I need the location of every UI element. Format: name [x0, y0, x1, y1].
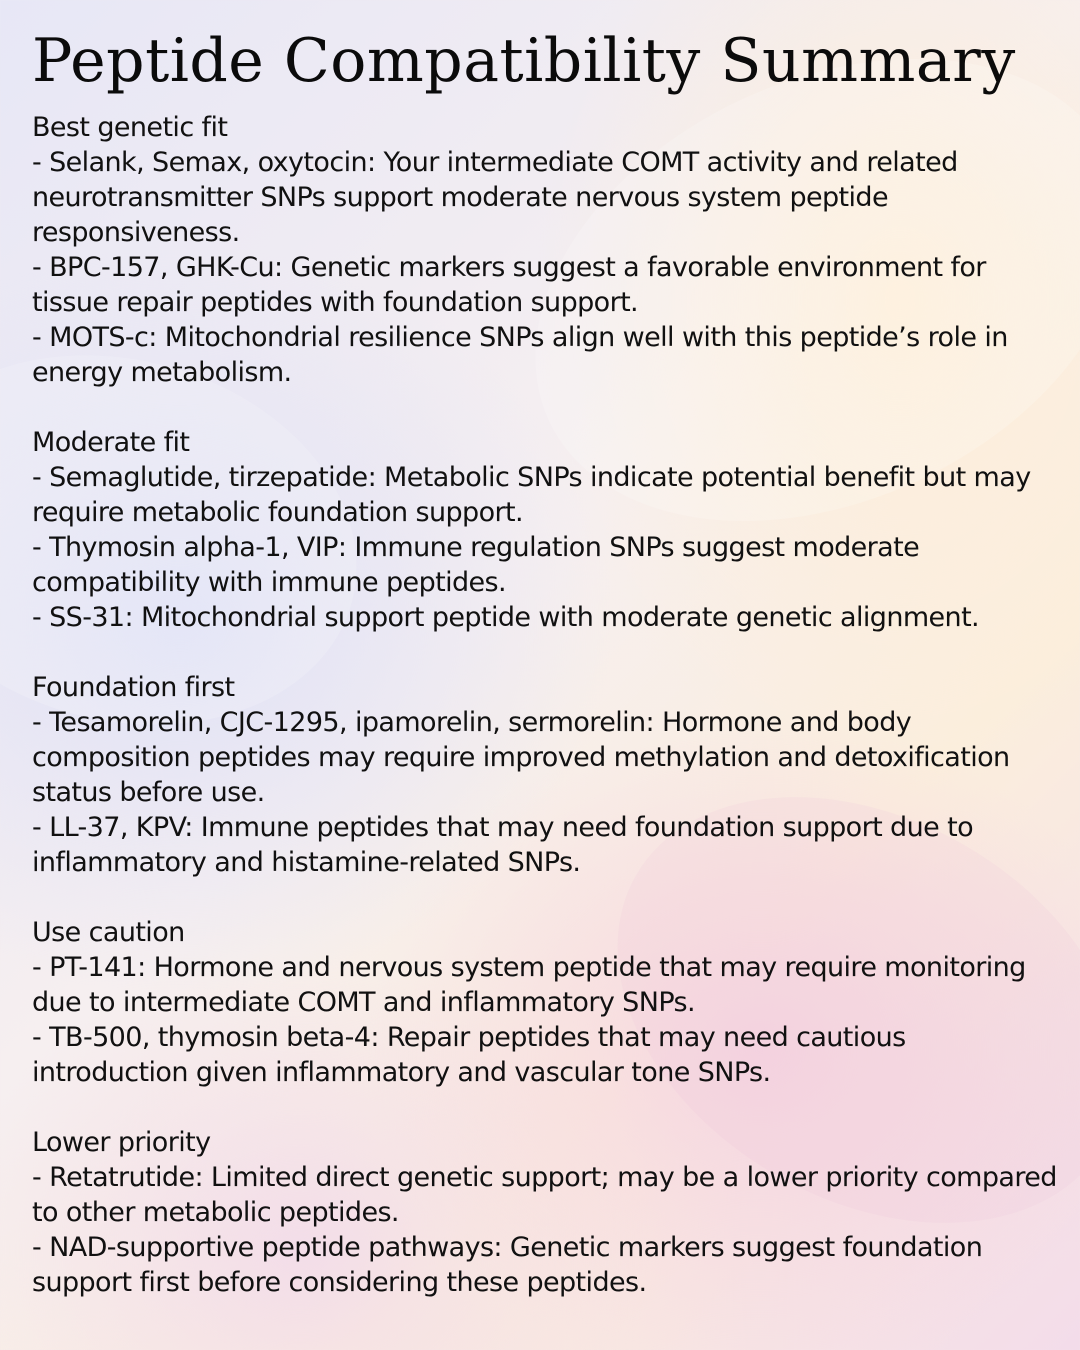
list-item: - MOTS-c: Mitochondrial resilience SNPs align well with this peptide’s role in energy metabolism.	[32, 322, 1008, 388]
section-moderate-fit	[32, 425, 1062, 635]
list-item: - Retatrutide: Limited direct genetic support; may be a lower priority compared to other metabolic peptides.	[32, 1162, 1057, 1228]
list-item: - Selank, Semax, oxytocin: Your intermediate COMT activity and related neurotransmitter SNPs support moderate nervous system peptide responsiveness.	[32, 147, 958, 248]
list-item: - Semaglutide, tirzepatide: Metabolic SNPs indicate potential benefit but may require metabolic foundation support.	[32, 462, 1031, 528]
list-item: - NAD-supportive peptide pathways: Genetic markers suggest foundation support first before considering these peptides.	[32, 1232, 983, 1298]
section-heading: Use caution	[32, 917, 185, 948]
section-use-caution	[32, 915, 1062, 1090]
section-lower-priority	[32, 1125, 1062, 1300]
section-heading: Best genetic fit	[32, 112, 228, 143]
section-heading: Lower priority	[32, 1127, 211, 1158]
list-item: - BPC-157, GHK-Cu: Genetic markers suggest a favorable environment for tissue repair peptides with foundation support.	[32, 252, 986, 318]
list-item: - SS-31: Mitochondrial support peptide with moderate genetic alignment.	[32, 602, 980, 633]
section-foundation-first	[32, 670, 1062, 880]
list-item: - LL-37, KPV: Immune peptides that may need foundation support due to inflammatory and histamine-related SNPs.	[32, 812, 974, 878]
section-heading: Moderate fit	[32, 427, 190, 458]
list-item: - TB-500, thymosin beta-4: Repair peptides that may need cautious introduction given inflammatory and vascular tone SNPs.	[32, 1022, 906, 1088]
list-item: - PT-141: Hormone and nervous system peptide that may require monitoring due to intermediate COMT and inflammatory SNPs.	[32, 952, 1026, 1018]
section-heading: Foundation first	[32, 672, 235, 703]
summary-document	[32, 22, 1062, 1335]
section-best-genetic-fit	[32, 110, 1062, 390]
page-title: Peptide Compatibility Summary	[32, 26, 1016, 96]
list-item: - Tesamorelin, CJC-1295, ipamorelin, sermorelin: Hormone and body composition peptides may require improved methylation and detoxification status before use.	[32, 707, 1010, 808]
list-item: - Thymosin alpha-1, VIP: Immune regulation SNPs suggest moderate compatibility with immune peptides.	[32, 532, 920, 598]
